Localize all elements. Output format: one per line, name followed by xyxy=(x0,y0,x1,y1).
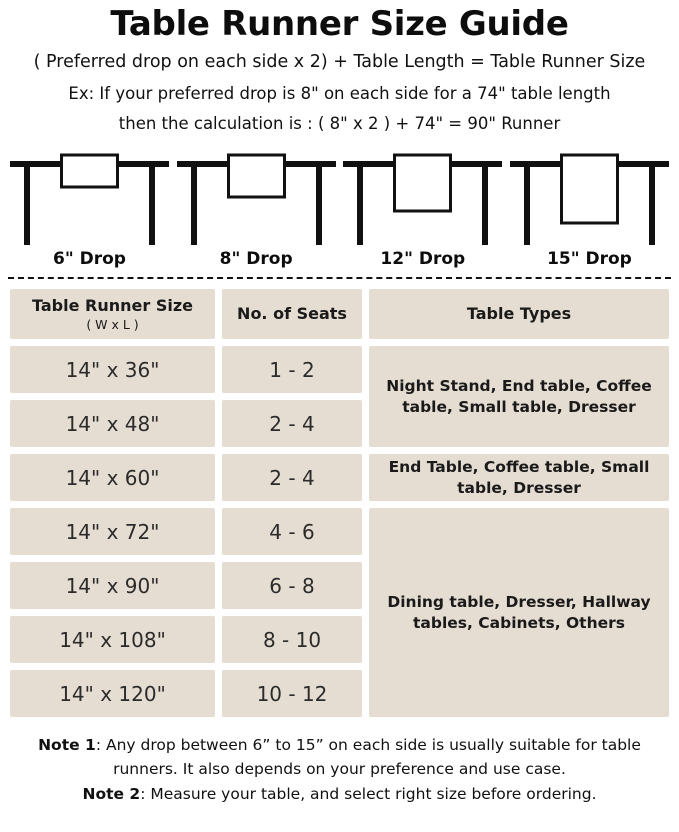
drop-label: 8" Drop xyxy=(219,249,293,270)
table-drop-diagram xyxy=(341,145,504,245)
runner-size-cell: 14" x 120" xyxy=(10,670,215,717)
header-runner-size-label: Table Runner Size xyxy=(32,295,193,315)
drop-label: 15" Drop xyxy=(547,249,632,270)
drop-label: 12" Drop xyxy=(380,249,466,270)
runner-size-cell: 14" x 36" xyxy=(10,346,215,393)
table-type-cell: Night Stand, End table, Coffee table, Small table, Dresser xyxy=(369,346,669,447)
runner-size-cells xyxy=(10,346,215,717)
seat-count-cell: 4 - 6 xyxy=(222,508,362,555)
page-title: Table Runner Size Guide xyxy=(110,4,569,44)
seat-count-cell: 2 - 4 xyxy=(222,454,362,501)
table-type-cells xyxy=(369,346,669,717)
note-1 xyxy=(8,734,671,781)
column-table-types xyxy=(369,289,669,724)
seat-count-cell: 2 - 4 xyxy=(222,400,362,447)
runner-size-cell: 14" x 72" xyxy=(10,508,215,555)
seat-cells xyxy=(222,346,362,717)
header-runner-size-sub: ( W x L ) xyxy=(86,316,139,332)
header-seats xyxy=(222,289,362,339)
infographic-page xyxy=(0,6,679,832)
note-1-text: : Any drop between 6” to 15” on each side is usually suitable for table runners. It also depends on your preference and use case. xyxy=(95,736,641,778)
header-table-types-label: Table Types xyxy=(466,304,572,324)
diagram-label-row xyxy=(8,249,671,269)
seat-count-cell: 10 - 12 xyxy=(222,670,362,717)
header-runner-size xyxy=(10,289,215,339)
table-type-cell: Dining table, Dresser, Hallway tables, Cabinets, Others xyxy=(369,508,669,717)
table-drop-diagram xyxy=(508,145,671,245)
notes-section xyxy=(8,734,671,806)
column-seats xyxy=(222,289,362,724)
header-table-types xyxy=(369,289,669,339)
note-2 xyxy=(8,783,671,806)
table-type-cell: End Table, Coffee table, Small table, Dresser xyxy=(369,454,669,501)
drop-diagrams xyxy=(0,145,679,269)
note-1-label: Note 1 xyxy=(38,736,96,755)
example-line-2: then the calculation is : ( 8" x 2 ) + 74" = 90" Runner xyxy=(118,113,561,133)
example-line-1: Ex: If your preferred drop is 8" on each side for a 74" table length xyxy=(68,83,611,103)
diagram-row xyxy=(8,145,671,245)
note-2-text: : Measure your table, and select right size before ordering. xyxy=(140,784,597,803)
runner-size-cell: 14" x 108" xyxy=(10,616,215,663)
drop-label: 6" Drop xyxy=(53,249,126,270)
column-runner-size xyxy=(10,289,215,724)
formula-line: ( Preferred drop on each side x 2) + Table Length = Table Runner Size xyxy=(33,52,646,73)
runner-size-cell: 14" x 60" xyxy=(10,454,215,501)
note-2-label: Note 2 xyxy=(82,784,141,803)
runner-size-cell: 14" x 90" xyxy=(10,562,215,609)
table-drop-diagram xyxy=(175,145,338,245)
dashed-divider xyxy=(8,277,671,279)
size-table xyxy=(10,289,669,724)
header-seats-label: No. of Seats xyxy=(237,304,347,324)
table-drop-diagram xyxy=(8,145,171,245)
seat-count-cell: 1 - 2 xyxy=(222,346,362,393)
seat-count-cell: 8 - 10 xyxy=(222,616,362,663)
seat-count-cell: 6 - 8 xyxy=(222,562,362,609)
runner-size-cell: 14" x 48" xyxy=(10,400,215,447)
